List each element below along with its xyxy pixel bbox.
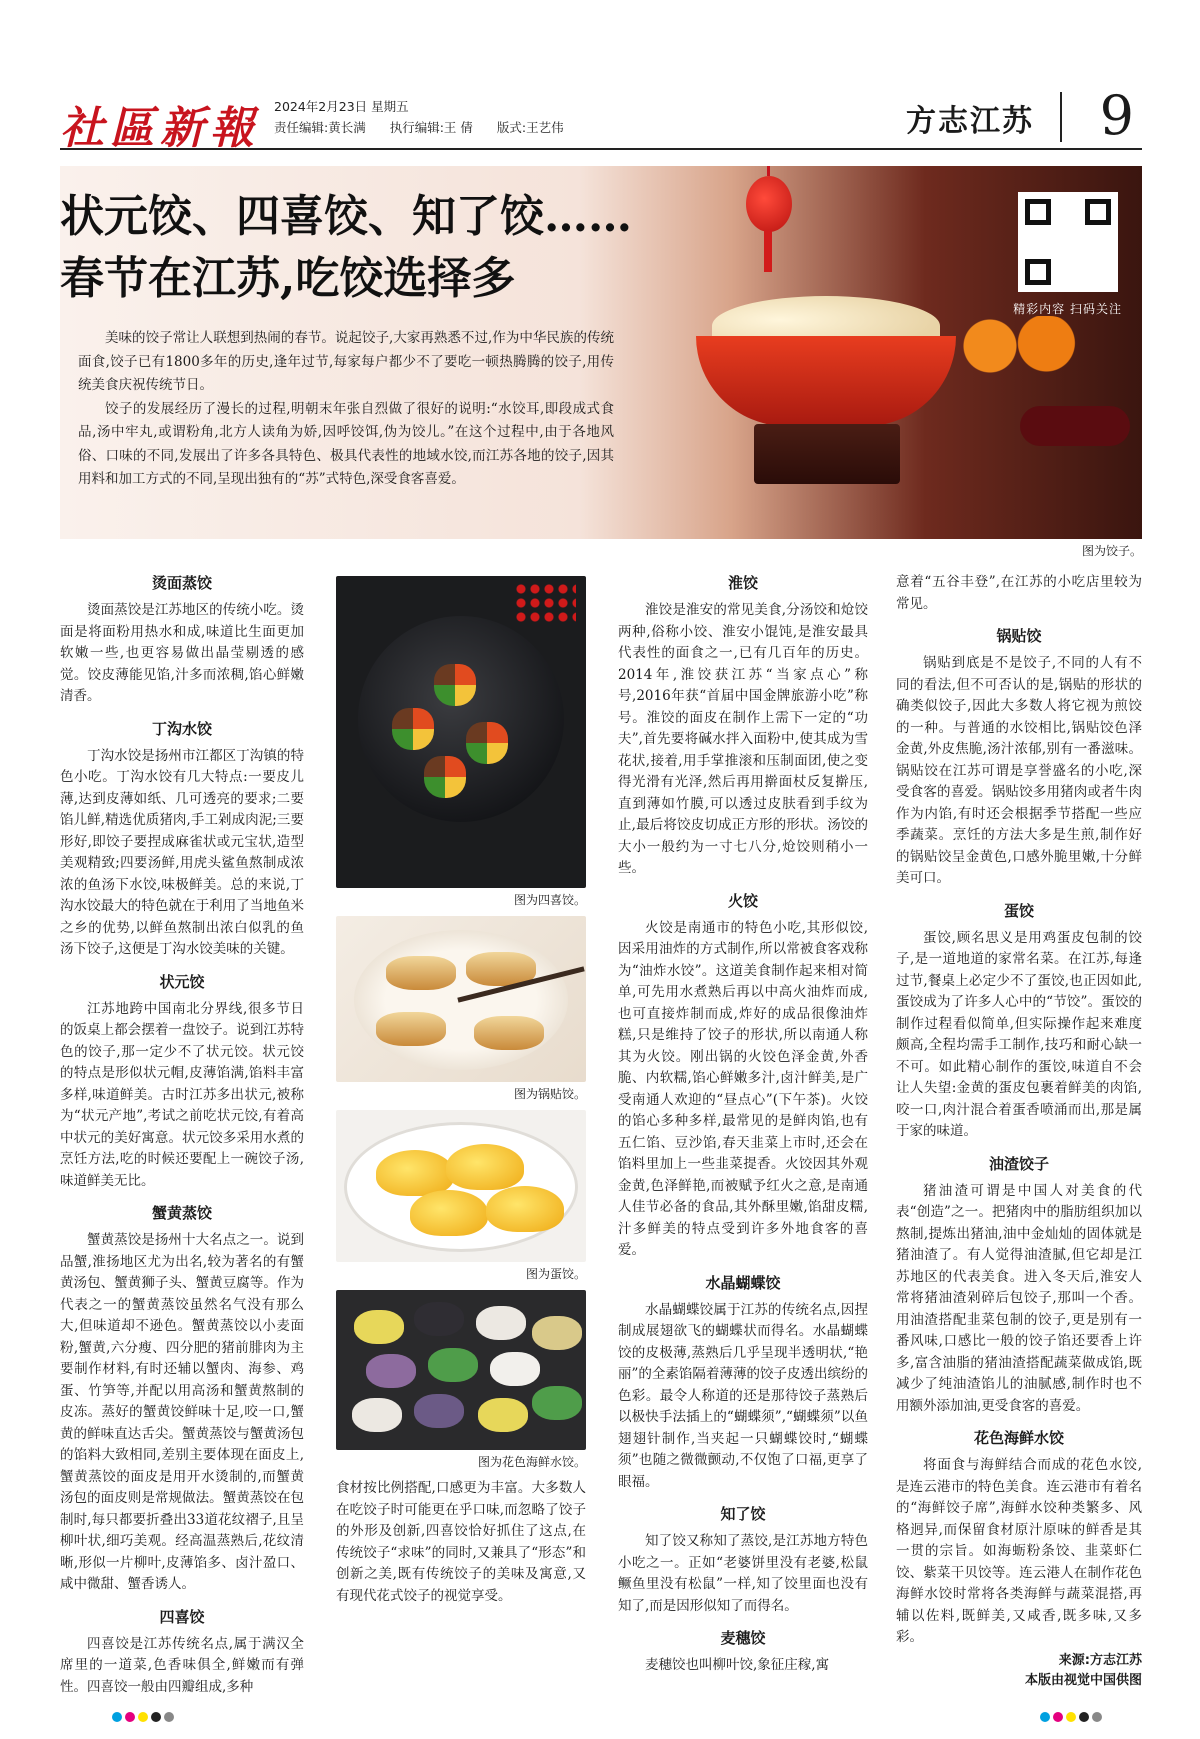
- article-paragraph: 知了饺又称知了蒸饺,是江苏地方特色小吃之一。正如“老婆饼里没有老婆,松鼠鳜鱼里没有松鼠”一样,知了饺里面也没有知了,而是因形似知了而得名。: [618, 1533, 868, 1614]
- lantern-icon: [746, 176, 792, 232]
- exec-editor-credit: 执行编辑:王 倩: [389, 120, 473, 135]
- column-2: [336, 576, 586, 1607]
- section-heading: 丁沟水饺: [151, 719, 212, 738]
- section-heading: 知了饺: [720, 1505, 766, 1523]
- article-paragraph: 蛋饺,顾名思义是用鸡蛋皮包制的饺子,是一道地道的家常名菜。在江苏,每逢过节,餐桌上必定少不了蛋饺,也正因如此,蛋饺成为了许多人心中的“节饺”。蛋饺的制作过程看似简单,但实际操作起来难度颇高,全程均需手工制作,技巧和耐心缺一不可。如此精心制作的蛋饺,味道自不会让人失望:金黄的蛋皮包裹着鲜美的肉馅,咬一口,肉汁混合着蛋香喷涌而出,那是属于家的味道。: [896, 929, 1142, 1139]
- headline: [60, 186, 632, 310]
- article-paragraph: 将面食与海鲜结合而成的花色水饺,是连云港市的特色美食。连云港市有着名的“海鲜饺子席”,海鲜水饺种类繁多、风格迥异,而保留食材原汁原味的鲜香是其一贯的宗旨。如海蛎粉条饺、韭菜虾仁饺、紫菜干贝饺等。连云港人在制作花色海鲜水饺时常将各类海鲜与蔬菜混搭,再辅以佐料,既鲜美,又咸香,既多味,又多彩。: [896, 1457, 1142, 1645]
- editor-credit: 责任编辑:黄长满: [274, 120, 366, 135]
- article-paragraph: 食材按比例搭配,口感更为丰富。大多数人在吃饺子时可能更在乎口味,而忽略了饺子的外形及创新,四喜饺恰好抓住了这点,在传统饺子“求味”的同时,又兼具了“形态”和创新之美,既有传统饺子的美味及寓意,又有现代花式饺子的视觉享受。: [336, 1480, 586, 1604]
- photo-caption: 图为锅贴饺。: [513, 1087, 586, 1101]
- section-heading: 油渣饺子: [988, 1154, 1049, 1173]
- oranges-image: [960, 316, 1080, 376]
- column-1: [60, 572, 304, 1698]
- intro-text: [78, 327, 614, 492]
- qr-code-icon[interactable]: [1018, 192, 1118, 292]
- potsticker-photo: [336, 916, 586, 1082]
- section-heading: 水晶蝴蝶饺: [705, 1273, 781, 1292]
- photo-credit: 本版由视觉中国供图: [1024, 1672, 1142, 1688]
- intro-paragraph: 饺子的发展经历了漫长的过程,明朝末年张自烈做了很好的说明:“水饺耳,即段成式食品,汤中牢丸,或谓粉角,北方人读角为娇,因呼饺饵,伪为饺儿。”在这个过程中,由于各地风俗、口味的不同,发展出了许多各具特色、极具代表性的地域水饺,而江苏各地的饺子,因其用料和加工方式的不同,呈现出独有的“苏”式特色,深受食客喜爱。: [78, 400, 614, 487]
- article-paragraph: 淮饺是淮安的常见美食,分汤饺和炝饺两种,俗称小饺、淮安小馄饨,是淮安最具代表性的面食之一,已有几百年的历史。2014年,淮饺获江苏“当家点心”称号,2016年获“首届中国金牌旅游小吃”称号。淮饺的面皮在制作上需下一定的“功夫”,首先要将碱水拌入面粉中,使其成为雪花状,接着,用手掌推滚和压制面团,使之变得光滑有光泽,然后再用擀面杖反复擀压,直到薄如竹膜,可以透过皮肤看到手纹为止,最后将饺皮切成正方形的形状。汤饺的大小一般约为一寸七八分,炝饺则稍小一些。: [618, 602, 868, 876]
- red-bowl-image: [696, 336, 956, 426]
- column-4: [896, 572, 1142, 1691]
- hero-photo-caption: 图为饺子。: [1081, 544, 1142, 558]
- sixi-dumpling-photo: [336, 576, 586, 888]
- section-heading: 锅贴饺: [996, 627, 1042, 645]
- layout-credit: 版式:王艺伟: [496, 120, 564, 135]
- section-heading: 淮饺: [727, 574, 758, 592]
- bowl-stand-image: [754, 424, 900, 484]
- article-paragraph: 丁沟水饺是扬州市江都区丁沟镇的特色小吃。丁沟水饺有几大特点:一要皮儿薄,达到皮薄如纸、几可透亮的要求;二要馅儿鲜,精选优质猪肉,手工剁成肉泥;三要形好,即饺子要捏成麻雀状或元宝状,造型美观精致;四要汤鲜,用虎头鲨鱼熬制成浓浓的鱼汤下水饺,味极鲜美。总的来说,丁沟水饺最大的特色就在于利用了当地鱼米之乡的优势,以鲜鱼熬制出浓白似乳的鱼汤下饺子,这便是丁沟水饺美味的关键。: [60, 747, 304, 957]
- section-heading: 烫面蒸饺: [151, 574, 212, 592]
- issue-date: 2024年2月23日 星期五: [274, 99, 409, 114]
- article-paragraph: 烫面蒸饺是江苏地区的传统小吃。烫面是将面粉用热水和成,味道比生面更加软嫩一些,也更容易做出晶莹剔透的感觉。饺皮薄能见馅,汁多而浓稠,馅心鲜嫩清香。: [60, 602, 304, 704]
- article-paragraph: 猪油渣可谓是中国人对美食的代表“创造”之一。把猪肉中的脂肪组织加以熬制,提炼出猪油,油中金灿灿的固体就是猪油渣了。有人觉得油渣腻,但它却是江苏地区的代表美食。进入冬天后,淮安人常将猪油渣剁碎后包饺子,那叫一个香。用油渣搭配韭菜包制的饺子,更是别有一番风味,口感比一般的饺子馅还要香上许多,富含油脂的猪油渣搭配蔬菜做成馅,既减少了纯油渣馅儿的油腻感,制作时也不用额外添加油,更受食客的喜爱。: [896, 1182, 1142, 1414]
- tassel-icon: [764, 230, 772, 272]
- article-paragraph: 意着“五谷丰登”,在江苏的小吃店里较为常见。: [896, 574, 1142, 612]
- egg-dumpling-photo: [336, 1110, 586, 1262]
- page-number: 9: [1099, 84, 1134, 147]
- newspaper-logo: 社區新報: [60, 103, 260, 154]
- section-heading: 四喜饺: [159, 1607, 205, 1626]
- article-paragraph: 四喜饺是江苏传统名点,属于满汉全席里的一道菜,色香味俱全,鲜嫩而有弹性。四喜饺一般由四瓣组成,多种: [60, 1635, 304, 1695]
- registration-dots-right: [1040, 1712, 1102, 1722]
- photo-caption: 图为四喜饺。: [513, 893, 586, 907]
- masthead: [60, 84, 1142, 154]
- article-paragraph: 锅贴到底是不是饺子,不同的人有不同的看法,但不可否认的是,锅贴的形状的确类似饺子,因此大多数人将它视为煎饺的一种。与普通的水饺相比,锅贴饺色泽金黄,外皮焦脆,汤汁浓郁,别有一番滋味。锅贴饺在江苏可谓是享誉盛名的小吃,深受食客的喜爱。锅贴饺多用猪肉或者牛肉作为内馅,有时还会根据季节搭配一些应季蔬菜。烹饪的方法大多是生煎,制作好的锅贴饺呈金黄色,口感外脆里嫩,十分鲜美可口。: [896, 655, 1142, 886]
- section-heading: 蛋饺: [1003, 901, 1034, 920]
- article-paragraph: 蟹黄蒸饺是扬州十大名点之一。说到品蟹,淮扬地区尤为出名,较为著名的有蟹黄汤包、蟹黄狮子头、蟹黄豆腐等。作为代表之一的蟹黄蒸饺虽然名气没有那么大,但味道却不逊色。蟹黄蒸饺以小麦面粉,蟹黄,六分瘦、四分肥的猪前腓肉为主要制作材料,有时还辅以蟹肉、海参、鸡蛋、竹笋等,并配以用高汤和蟹黄熬制的皮冻。蒸好的蟹黄饺鲜味十足,咬一口,蟹黄的鲜味直达舌尖。蟹黄蒸饺与蟹黄汤包的馅料大致相同,差别主要体现在面皮上,蟹黄蒸饺的面皮是用开水烫制的,而蟹黄汤包的面皮则是常规做法。蟹黄蒸饺在包制时,每只都要折叠出33道花纹褶子,且呈柳叶状,细巧美观。经高温蒸熟后,花纹清晰,形似一片柳叶,皮薄馅多、卤汁盈口、咸中微甜、蟹香诱人。: [60, 1232, 304, 1592]
- divider: [1060, 92, 1062, 142]
- photo-caption: 图为花色海鲜水饺。: [477, 1455, 586, 1469]
- section-heading: 火饺: [727, 891, 758, 910]
- registration-dots-left: [112, 1712, 174, 1722]
- article-paragraph: 江苏地跨中国南北分界线,很多节日的饭桌上都会摆着一盘饺子。说到江苏特色的饺子,那一定少不了状元饺。状元饺的特点是形似状元帽,皮薄馅满,馅料丰富多样,味道鲜美。古时江苏多出状元,被称为“状元产地”,考试之前吃状元饺,有着高中状元的美好寓意。状元饺多采用水煮的烹饪方法,吃的时候还要配上一碗饺子汤,味道鲜美无比。: [60, 1000, 304, 1189]
- hero-banner: [60, 166, 1142, 539]
- seafood-dumpling-photo: [336, 1290, 586, 1450]
- qr-caption: 精彩内容 扫码关注: [1013, 302, 1122, 316]
- intro-paragraph: 美味的饺子常让人联想到热闹的春节。说起饺子,大家再熟悉不过,作为中华民族的传统面食,饺子已有1800多年的历史,逢年过节,每家每户都少不了要吃一顿热腾腾的饺子,用传统美食庆祝传统节日。: [78, 330, 614, 393]
- section-name: 方志江苏: [906, 104, 1034, 139]
- article-paragraph: 麦穗饺也叫柳叶饺,象征庄稼,寓: [645, 1657, 830, 1673]
- section-heading: 状元饺: [159, 972, 205, 991]
- column-3: [618, 572, 868, 1677]
- section-heading: 花色海鲜水饺: [973, 1429, 1064, 1447]
- article-paragraph: 火饺是南通市的特色小吃,其形似饺,因采用油炸的方式制作,所以常被食客戏称为“油炸水饺”。这道美食制作起来相对简单,可先用水煮熟后再以中高火油炸而成,也可直接炸制而成,炸好的成品很像油炸糕,只是维持了饺子的形状,所以南通人称其为火饺。刚出锅的火饺色泽金黄,外香脆、内软糯,馅心鲜嫩多汁,卤汁鲜美,是广受南通人欢迎的“昼点心”(下午茶)。火饺的馅心多种多样,最常见的是鲜肉馅,也有五仁馅、豆沙馅,春天韭菜上市时,还会在馅料里加上一些韭菜提香。火饺因其外观金黄,色泽鲜艳,而被赋予红火之意,是南通人佳节必备的食品,其外酥里嫩,馅甜皮糯,汁多鲜美的特点受到许多外地食客的喜爱。: [618, 919, 868, 1258]
- headline-line-2: 春节在江苏,吃饺选择多: [60, 253, 516, 304]
- section-heading: 蟹黄蒸饺: [151, 1204, 212, 1222]
- article-paragraph: 水晶蝴蝶饺属于江苏的传统名点,因捏制成展翅欲飞的蝴蝶状而得名。水晶蝴蝶饺的皮极薄,蒸熟后几乎呈现半透明状,“艳丽”的全素馅隔着薄薄的饺子皮透出缤纷的色彩。最令人称道的还是那待饺子蒸熟后以极快手法插上的“蝴蝶须”,“蝴蝶须”以鱼翅翅针制作,当夹起一只蝴蝶饺时,“蝴蝶须”也随之微微颤动,不仅饱了口福,更享了眼福。: [618, 1301, 868, 1490]
- lantern-string: [767, 166, 770, 176]
- issue-meta: [274, 96, 584, 138]
- headline-line-1: 状元饺、四喜饺、知了饺……: [60, 191, 632, 242]
- photo-caption: 图为蛋饺。: [525, 1267, 586, 1281]
- section-heading: 麦穗饺: [720, 1629, 766, 1647]
- red-beans-image: [1020, 406, 1130, 446]
- source-credit: 来源:方志江苏: [1058, 1652, 1142, 1668]
